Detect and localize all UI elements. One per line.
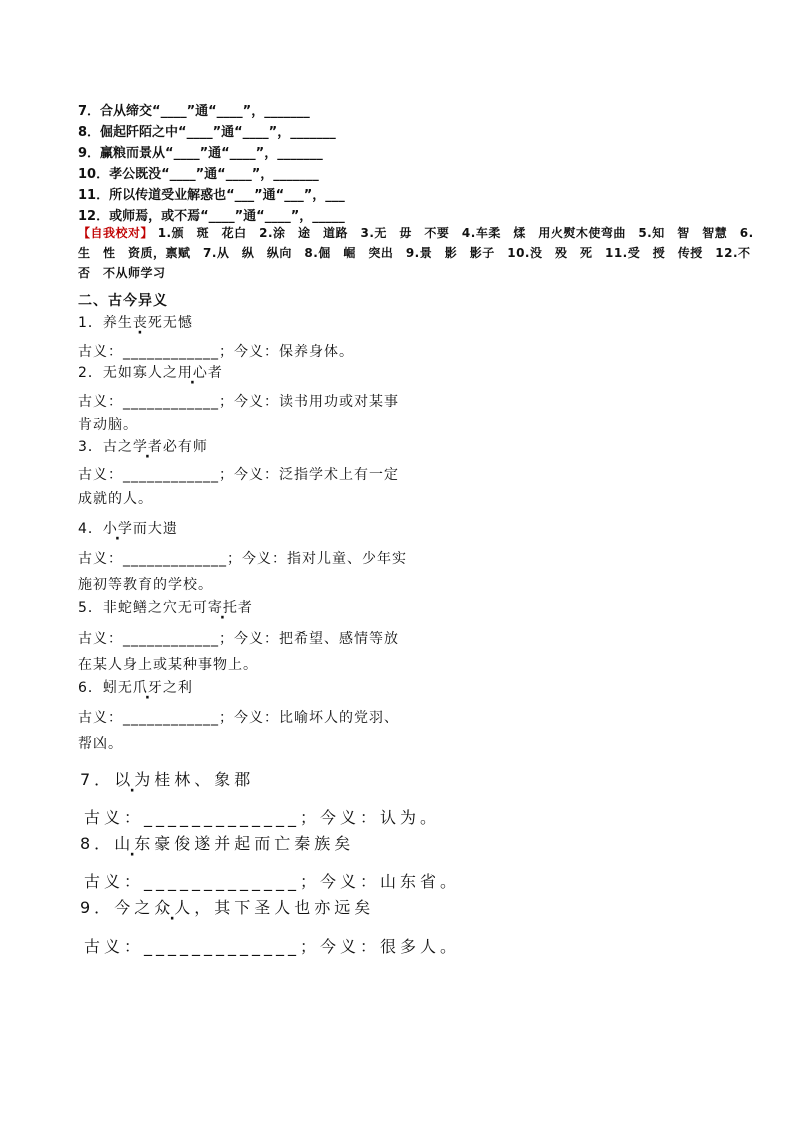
text-fragment: 7． — [80, 770, 115, 789]
tongjia-item-12: 12．或师焉，或不焉“____”通“____”，_____ — [78, 209, 345, 224]
text-fragment: 1． — [78, 315, 103, 331]
key-word: 寄托 — [207, 600, 238, 616]
text-fragment: 8． — [80, 834, 115, 853]
answer-text: 1.颁 斑 花白 2.涂 途 道路 3.无 毋 不要 4.车柔 煣 用火熨木使弯曲 5.知 智 智慧 6.生 性 资质，禀赋 7.从 纵 纵向 8.倔 崛 突出 9.景 影 影子 10.没 殁 死 11.受 授 传授 12.不 否 不从师学习 — [78, 226, 764, 280]
item-3-meaning-cont: 成就的人。 — [78, 491, 153, 507]
tongjia-item-7: 7．合从缔交“____”通“____”，_______ — [78, 104, 310, 119]
answer-key — [78, 223, 764, 283]
item-8-meaning: 古义：_____________；今义：山东省。 — [84, 872, 461, 891]
item-5-meaning-cont: 在某人身上或某种事物上。 — [78, 657, 258, 673]
text-fragment: 非蛇鳝之穴无可 — [102, 600, 208, 616]
section-title: 二、古今异义 — [78, 293, 168, 309]
item-3-meaning: 古义：____________；今义：泛指学术上有一定 — [78, 467, 399, 483]
text-fragment: 3． — [78, 439, 103, 455]
item-6-meaning-cont: 帮凶。 — [78, 736, 123, 752]
key-word: 小学 — [102, 521, 133, 537]
text-fragment: 桂林、象郡 — [154, 770, 255, 789]
item-5-sentence — [78, 597, 253, 617]
key-word: 丧 — [132, 315, 148, 331]
key-word: 学者 — [132, 439, 163, 455]
key-word: 爪牙 — [132, 680, 163, 696]
text-fragment: 必有师 — [162, 439, 208, 455]
text-fragment: 豪俊遂并起而亡秦族矣 — [154, 834, 355, 853]
key-word: 众人 — [154, 898, 195, 917]
item-1-sentence — [78, 312, 193, 332]
tongjia-item-9: 9．赢粮而景从“____”通“____”，_______ — [78, 146, 323, 161]
key-word: 以为 — [114, 770, 155, 789]
text-fragment: 蚓无 — [102, 680, 133, 696]
text-fragment: 古之 — [102, 439, 133, 455]
text-fragment: 今之 — [114, 898, 155, 917]
item-4-meaning: 古义：_____________；今义：指对儿童、少年实 — [78, 551, 407, 567]
item-2-meaning: 古义：____________；今义：读书用功或对某事 — [78, 394, 399, 410]
item-2-sentence — [78, 362, 223, 382]
tongjia-item-11: 11．所以传道受业解惑也“___”通“___”，___ — [78, 188, 345, 203]
text-fragment: 4． — [78, 521, 103, 537]
self-check-tag: 【自我校对】 — [78, 226, 154, 240]
text-fragment: 而大遗 — [132, 521, 178, 537]
item-9-meaning: 古义：_____________；今义：很多人。 — [84, 937, 461, 956]
item-4-meaning-cont: 施初等教育的学校。 — [78, 577, 213, 593]
item-8-sentence — [80, 831, 354, 854]
item-3-sentence — [78, 436, 208, 456]
item-1-meaning: 古义：____________；今义：保养身体。 — [78, 344, 354, 360]
item-4-sentence — [78, 518, 178, 538]
text-fragment: 养生 — [102, 315, 133, 331]
item-7-meaning: 古义：_____________；今义：认为。 — [84, 808, 441, 827]
item-6-meaning: 古义：____________；今义：比喻坏人的党羽、 — [78, 710, 399, 726]
key-word: 用心 — [177, 365, 208, 381]
tongjia-item-8: 8．倔起阡陌之中“____”通“____”，_______ — [78, 125, 336, 140]
text-fragment: 者 — [207, 365, 223, 381]
item-9-sentence — [80, 895, 374, 918]
item-2-meaning-cont: 肯动脑。 — [78, 417, 138, 433]
item-6-sentence — [78, 677, 193, 697]
text-fragment: 6． — [78, 680, 103, 696]
text-fragment: 者 — [237, 600, 253, 616]
text-fragment: 9． — [80, 898, 115, 917]
item-7-sentence — [80, 767, 254, 790]
text-fragment: 无如寡人之 — [102, 365, 178, 381]
item-5-meaning: 古义：____________；今义：把希望、感情等放 — [78, 631, 399, 647]
text-fragment: 2． — [78, 365, 103, 381]
key-word: 山东 — [114, 834, 155, 853]
text-fragment: 之利 — [162, 680, 193, 696]
text-fragment: ，其下圣人也亦远矣 — [194, 898, 375, 917]
text-fragment: 死无憾 — [147, 315, 193, 331]
tongjia-item-10: 10．孝公既没“____”通“____”，_______ — [78, 167, 319, 182]
text-fragment: 5． — [78, 600, 103, 616]
